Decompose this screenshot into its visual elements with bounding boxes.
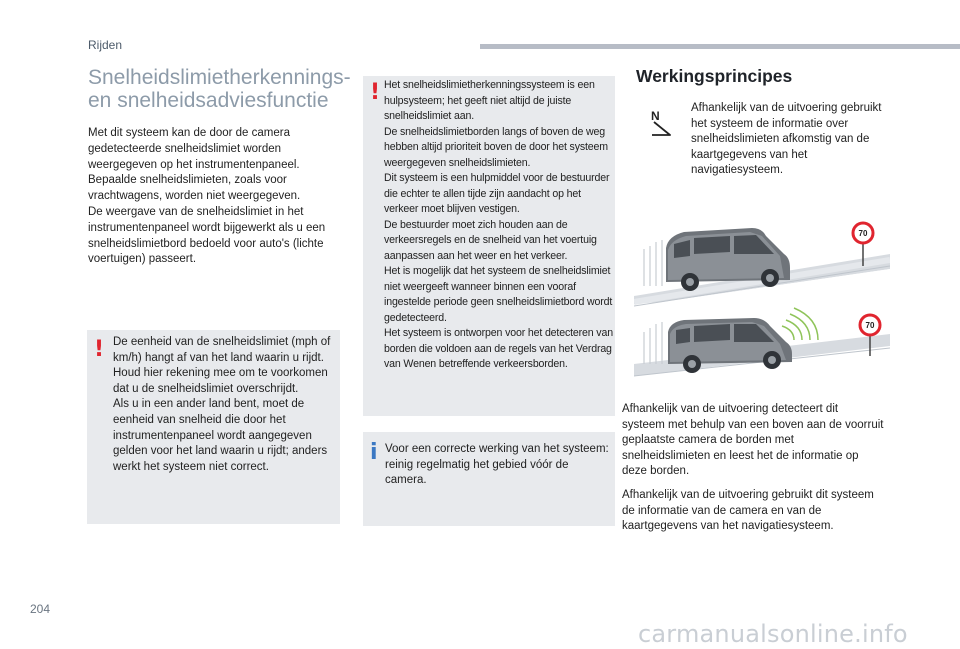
warning-text-unit: De eenheid van de snelheidslimiet (mph of km/h) hangt af van het land waarin u rijdt. Houd hier rekening mee om te voorkomen dat u de snelheidslimiet overschrijdt. Als u in een ander land bent, moet de eenheid van snelheid die door het instrumentenpaneel wordt aangegeven gelden voor het land waarin u rijdt; anders werkt het systeem niet correct.: [113, 336, 331, 473]
header-bar: [480, 44, 960, 49]
description-camera: Afhankelijk van de uitvoering detecteert dit systeem met behulp van een boven aan de voorruit geplaatste camera de borden met snelheidslimieten en leest het de informatie op deze borden.: [622, 403, 884, 478]
warning-box-unit: [87, 330, 340, 524]
sign-value: 70: [865, 321, 875, 330]
section-heading: Werkingsprincipes: [636, 66, 793, 86]
navigation-icon: [650, 108, 674, 138]
principle-text: Afhankelijk van de uitvoering gebruikt het systeem de informatie over snelheidslimieten afkomstig van de kaartgegevens van het navigatiesysteem.: [691, 102, 882, 177]
sign-value: 70: [858, 229, 868, 238]
page-title: Snelheidslimietherkennings- en snelheidsadviesfunctie: [88, 66, 351, 112]
info-box-camera: [363, 432, 615, 526]
van-illustration: [634, 214, 890, 396]
section-label: Rijden: [88, 38, 123, 52]
warning-text-assist: Het snelheidslimietherkenningssysteem is een hulpsysteem; het geeft niet altijd de juiste snelheidslimiet aan. De snelheidslimietborden langs of boven de weg hebben altijd prioriteit boven de door het systeem weergegeven snelheidslimieten. Dit systeem is een hulpmiddel voor de bestuurder die echter te allen tijde zijn aandacht op het verkeer moet blijven vestigen. De bestuurder moet zich houden aan de verkeersregels en de snelheid van het voertuig aanpassen aan het weer en het verkeer. Het is mogelijk dat het systeem de snelheidslimiet niet weergeeft wanneer binnen een vooraf ingestelde periode geen snelheidslimietbord wordt gedetecteerd. Het systeem is ontworpen voor het detecteren van borden die voldoen aan de regels van het Verdrag van Wenen betreffende verkeersborden.: [384, 79, 613, 370]
page-number: 204: [30, 602, 51, 616]
exclamation-icon: !: [370, 80, 381, 105]
intro-paragraph: Met dit systeem kan de door de camera gedetecteerde snelheidslimiet worden weergegeven op het instrumentenpaneel. Bepaalde snelheidslimieten, zoals voor vrachtwagens, worden niet weergegeven. De weergave van de snelheidslimiet in het instrumentenpaneel wordt bijgewerkt als u een snelheidslimietbord bedoeld voor auto's (lichte voertuigen) passeert.: [88, 127, 326, 266]
info-text-camera: Voor een correcte werking van het systeem: reinig regelmatig het gebied vóór de camera.: [385, 443, 609, 487]
exclamation-icon: !: [94, 337, 105, 362]
scene-camera: [634, 308, 890, 396]
warning-box-assist: [363, 76, 615, 416]
description-combined: Afhankelijk van de uitvoering gebruikt dit systeem de informatie van de camera en van de kaartgegevens van het navigatiesysteem.: [622, 489, 874, 533]
info-icon: i: [370, 440, 378, 465]
scene-map: [634, 214, 890, 306]
svg-text:N: N: [651, 109, 660, 123]
watermark: carmanualsonline.info: [638, 620, 908, 648]
